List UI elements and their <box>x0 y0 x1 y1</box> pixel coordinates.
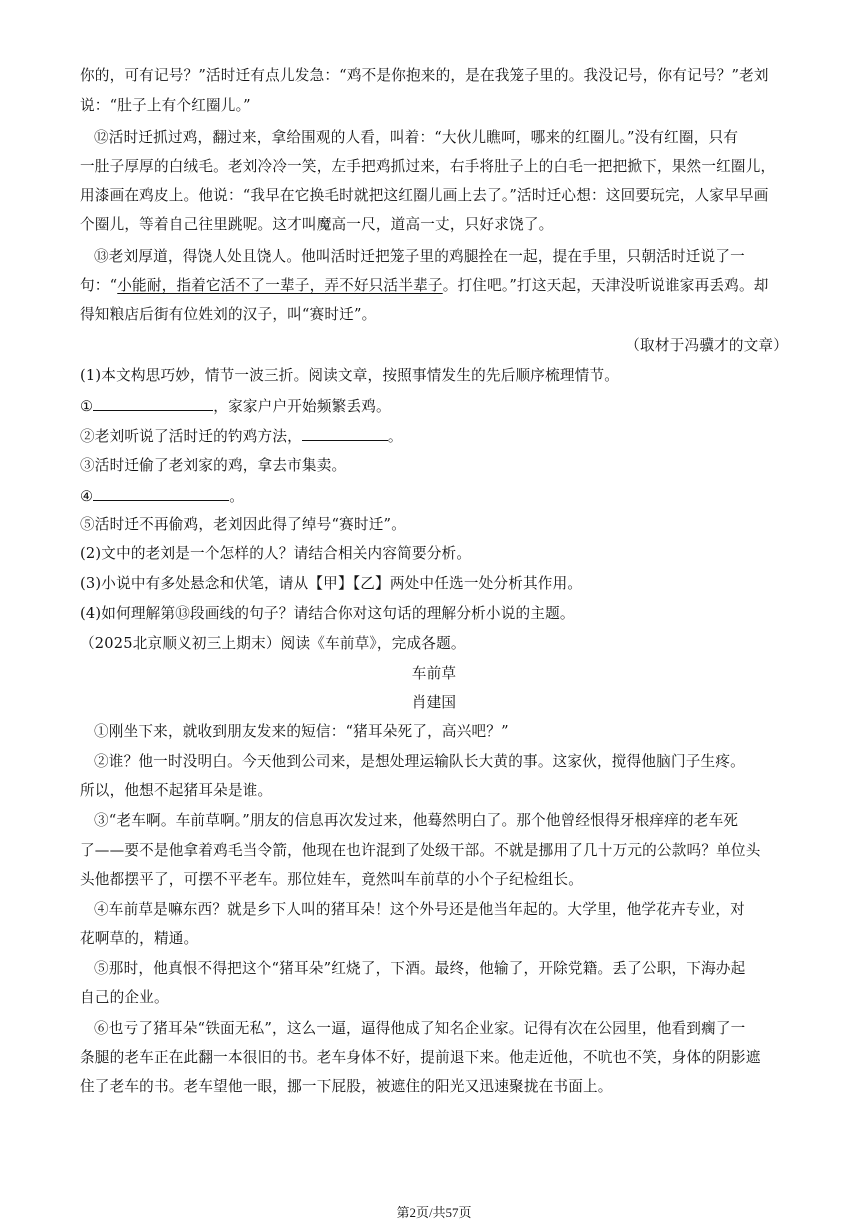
step-number: ① <box>80 398 94 415</box>
story-author: 肖建国 <box>411 694 457 711</box>
question-3: (3)小说中有多处悬念和伏笔，请从【甲】【乙】两处中任选一处分析其作用。 <box>80 575 583 592</box>
paragraph-12-line: ⑫活时迁抓过鸡，翻过来，拿给围观的人看，叫着：“大伙儿瞧呵，哪来的红圈儿。”没有红圈，只有 <box>94 129 739 146</box>
step-text: 。 <box>387 428 403 445</box>
plot-step-5: ⑤活时迁不再偷鸡，老刘因此得了绰号“赛时迁”。 <box>80 516 406 533</box>
paragraph-line: 你的，可有记号？”活时迁有点儿发急：“鸡不是你抱来的，是在我笼子里的。我没记号，你有记号？”老刘 <box>80 67 769 84</box>
step-text: ②老刘听说了活时迁的钓鸡方法， <box>80 428 302 445</box>
answer-blank[interactable] <box>93 486 229 501</box>
plot-step-4 <box>80 486 788 507</box>
paragraph-13-line: 得知粮店后街有位姓刘的汉子，叫“赛时迁”。 <box>80 306 377 323</box>
plot-step-2 <box>80 426 788 447</box>
paragraph-13-text: 。打住吧。”打这天起，天津没听说谁家再丢鸡。却 <box>442 277 769 294</box>
question-4: (4)如何理解第⑬段画线的句子？请结合你对这句话的理解分析小说的主题。 <box>80 605 575 622</box>
story-title: 车前草 <box>411 665 457 682</box>
step-text: 。 <box>229 488 245 505</box>
paragraph-13-text: 句：“ <box>80 277 118 294</box>
step-number: ④ <box>80 488 94 505</box>
paragraph-12-line: 一肚子厚厚的白绒毛。老刘冷冷一笑，左手把鸡抓过来，右手将肚子上的白毛一把把掀下，果然一红圈儿， <box>80 158 776 175</box>
paragraph-5-line: ⑤那时，他真恨不得把这个“猪耳朵”红烧了，下酒。最终，他输了，开除党籍。丢了公职，下海办起 <box>94 960 746 977</box>
underlined-sentence: 小能耐，指着它活不了一辈子，弄不好只活半辈子 <box>117 277 443 294</box>
question-1: (1)本文构思巧妙，情节一波三折。阅读文章，按照事情发生的先后顺序梳理情节。 <box>80 367 620 384</box>
paragraph-6-line: 条腿的老车正在此翻一本很旧的书。老车身体不好，提前退下来。他走近他，不吭也不笑，身体的阴影遮 <box>80 1049 761 1066</box>
paragraph-6-line: 住了老车的书。老车望他一眼，挪一下屁股，被遮住的阳光又迅速聚拢在书面上。 <box>80 1078 613 1095</box>
paragraph-12-line: 个圈儿，等着自己往里跳呢。这才叫魔高一尺，道高一丈，只好求饶了。 <box>80 216 554 233</box>
paragraph-3-line: 了——要不是他拿着鸡毛当令箭，他现在也许混到了处级干部。不就是挪用了几十万元的公款吗？单位头 <box>80 842 761 859</box>
plot-step-3: ③活时迁偷了老刘家的鸡，拿去市集卖。 <box>80 457 347 474</box>
paragraph-line: 说：“肚子上有个红圈儿。” <box>80 97 251 114</box>
question-2: (2)文中的老刘是一个怎样的人？请结合相关内容简要分析。 <box>80 545 472 562</box>
page-footer: 第2页/共57页 <box>396 1205 472 1220</box>
paragraph-13-line <box>80 276 788 296</box>
paragraph-2-line: ②谁？他一时没明白。今天他到公司来，是想处理运输队长大黄的事。这家伙，搅得他脑门子生疼。 <box>94 753 745 770</box>
reading-intro: （2025北京顺义初三上期末）阅读《车前草》，完成各题。 <box>80 635 466 652</box>
plot-step-1 <box>80 396 788 417</box>
paragraph-3-line: 头他都摆平了，可摆不平老车。那位娃车，竟然叫车前草的小个子纪检组长。 <box>80 871 583 888</box>
paragraph-3-line: ③“老车啊。车前草啊。”朋友的信息再次发过来，他蓦然明白了。那个他曾经恨得牙根痒痒的老车死 <box>94 812 739 829</box>
paragraph-5-line: 自己的企业。 <box>80 989 169 1006</box>
paragraph-2-line: 所以，他想不起猪耳朵是谁。 <box>80 782 273 799</box>
paragraph-13-line: ⑬老刘厚道，得饶人处且饶人。他叫活时迁把笼子里的鸡腿拴在一起，提在手里，只朝活时迁说了一 <box>94 248 745 265</box>
source-note: （取材于冯骥才的文章） <box>625 337 788 354</box>
paragraph-6-line: ⑥也亏了猪耳朵“铁面无私”，这么一逼，逼得他成了知名企业家。记得有次在公园里，他看到瘸了一 <box>94 1020 746 1037</box>
answer-blank[interactable] <box>302 426 388 441</box>
step-text: ，家家户户开始频繁丢鸡。 <box>213 398 391 415</box>
paragraph-12-line: 用漆画在鸡皮上。他说：“我早在它换毛时就把这红圈儿画上去了。”活时迁心想：这回要玩完，人家早早画 <box>80 187 769 204</box>
paragraph-4-line: 花啊草的，精通。 <box>80 930 199 947</box>
paragraph-4-line: ④车前草是嘛东西？就是乡下人叫的猪耳朵！这个外号还是他当年起的。大学里，他学花卉专业，对 <box>94 901 745 918</box>
answer-blank[interactable] <box>93 396 213 411</box>
paragraph-1: ①刚坐下来，就收到朋友发来的短信：“猪耳朵死了，高兴吧？” <box>94 723 509 740</box>
